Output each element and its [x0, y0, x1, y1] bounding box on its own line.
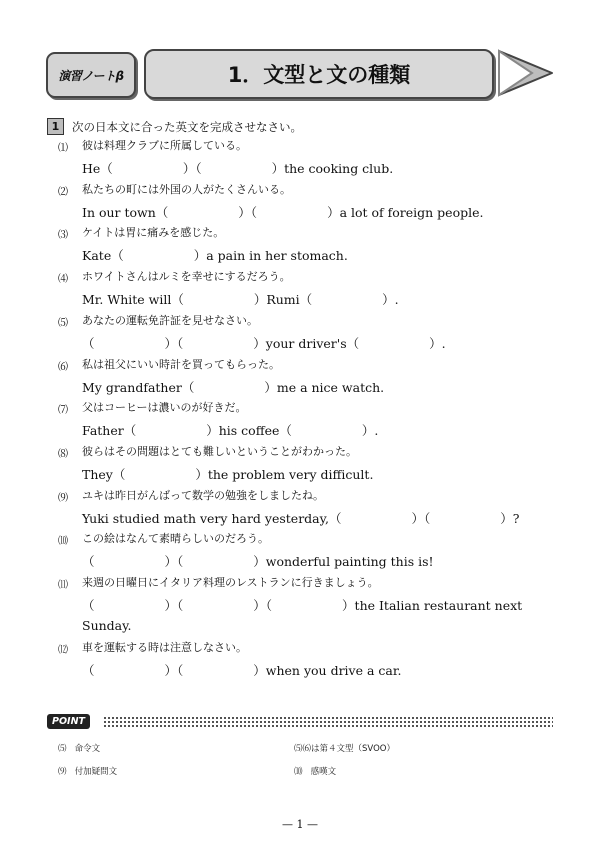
sentence-fragment: ）?: [500, 510, 520, 526]
point-note: ⑸ 命令文: [58, 744, 101, 754]
sentence-fragment: ）.: [361, 423, 379, 439]
question-number: ⑺: [58, 405, 68, 417]
question-number: ⑾: [58, 580, 68, 591]
japanese-sentence: ユキは昨日がんばって数学の勉強をしましたね。: [82, 488, 324, 502]
question-number: ⑼: [58, 492, 68, 504]
point-note: ⑼ 付加疑問文: [58, 767, 118, 777]
sentence-fragment: ）his coffee（: [206, 423, 292, 439]
sentence-fragment: ）（: [164, 335, 184, 351]
english-sentence-continued: Sunday.: [82, 618, 132, 633]
page-title: 1．文型と文の種類: [227, 63, 411, 87]
section-instruction: 次の日本文に合った英文を完成させなさい。: [72, 119, 302, 134]
sentence-fragment: （: [82, 335, 95, 351]
sentence-fragment: ）（: [182, 161, 202, 176]
sentence-fragment: My grandfather（: [82, 379, 195, 395]
sentence-fragment: ）the cooking club.: [271, 161, 394, 176]
japanese-sentence: 彼は料理クラブに所属している。: [82, 139, 247, 152]
section-number: 1: [47, 118, 64, 135]
sentence-fragment: He（: [82, 161, 113, 176]
question-number: ⑽: [58, 536, 68, 548]
sentence-fragment: Father（: [82, 423, 137, 439]
english-sentence: [82, 552, 434, 570]
sentence-fragment: They（: [82, 466, 126, 482]
sentence-fragment: ）your driver's（: [253, 335, 360, 351]
english-sentence: [82, 334, 446, 352]
lesson-tag-text: 演習ノートβ: [58, 68, 124, 83]
sentence-fragment: ）（: [253, 598, 273, 613]
japanese-sentence: 車を運転する時は注意しなさい。: [82, 640, 247, 654]
japanese-sentence: 私たちの町には外国の人がたくさんいる。: [82, 182, 291, 196]
english-sentence: [82, 159, 393, 177]
english-sentence: [82, 290, 399, 308]
question-number: ⑹: [58, 361, 68, 373]
question-number: ⑿: [58, 644, 68, 656]
english-sentence: [82, 203, 483, 221]
japanese-sentence: ケイトは胃に痛みを感じた。: [82, 226, 225, 240]
question-number: ⑴: [58, 143, 68, 154]
sentence-fragment: ）a lot of foreign people.: [327, 204, 484, 220]
point-label: POINT: [47, 714, 90, 729]
english-sentence: [82, 378, 384, 396]
sentence-fragment: ）wonderful painting this is!: [253, 554, 434, 570]
sentence-fragment: ）the Italian restaurant next: [342, 598, 523, 613]
point-divider: [103, 716, 553, 727]
sentence-fragment: ）the problem very difficult.: [195, 466, 374, 482]
page-title-box: [144, 49, 494, 99]
question-number: ⑻: [58, 448, 68, 460]
question-number: ⑶: [58, 230, 68, 242]
point-bar: [47, 712, 553, 732]
sentence-fragment: ）Rumi（: [253, 292, 313, 308]
section-heading: [47, 118, 302, 135]
sentence-fragment: In our town（: [82, 204, 169, 220]
sentence-fragment: ）when you drive a car.: [253, 662, 402, 678]
sentence-fragment: ）（: [164, 598, 184, 613]
sentence-fragment: ）.: [429, 335, 446, 351]
question-number: ⑷: [58, 274, 68, 286]
question-number: ⑵: [58, 186, 68, 198]
sentence-fragment: （: [82, 554, 95, 570]
sentence-fragment: Yuki studied math very hard yesterday,（: [82, 510, 342, 526]
sentence-fragment: ）（: [411, 510, 431, 526]
japanese-sentence: 父はコーヒーは濃いのが好きだ。: [82, 401, 247, 415]
sentence-fragment: ）（: [238, 204, 258, 220]
page-number: — 1 —: [282, 818, 318, 831]
japanese-sentence: 来週の日曜日にイタリア料理のレストランに行きましょう。: [82, 576, 379, 589]
english-sentence: [82, 661, 401, 679]
japanese-sentence: ホワイトさんはルミを幸せにするだろう。: [82, 270, 291, 284]
sentence-fragment: ）me a nice watch.: [264, 379, 385, 395]
lesson-tag: [46, 52, 136, 98]
english-sentence: [82, 509, 519, 527]
sentence-fragment: ）（: [164, 554, 184, 570]
point-note: ⑽ 感嘆文: [294, 767, 337, 777]
english-sentence: [82, 465, 373, 483]
sentence-fragment: ）a pain in her stomach.: [193, 248, 348, 264]
japanese-sentence: この絵はなんて素晴らしいのだろう。: [82, 532, 269, 546]
english-sentence: [82, 246, 348, 264]
point-note: ⑸⑹は第４文型（SVOO）: [294, 744, 395, 754]
sentence-fragment: Mr. White will（: [82, 292, 184, 308]
english-sentence: [82, 596, 522, 614]
sentence-fragment: ）（: [164, 662, 184, 678]
question-number: ⑸: [58, 317, 68, 329]
sentence-fragment: （: [82, 662, 95, 678]
japanese-sentence: 彼らはその問題はとても難しいということがわかった。: [82, 444, 357, 458]
sentence-fragment: ）.: [382, 292, 399, 308]
japanese-sentence: 私は祖父にいい時計を買ってもらった。: [82, 357, 280, 371]
sentence-fragment: Kate（: [82, 248, 124, 264]
right-arrow-icon: [496, 48, 556, 98]
japanese-sentence: あなたの運転免許証を見せなさい。: [82, 313, 258, 327]
sentence-fragment: （: [82, 598, 95, 613]
english-sentence: [82, 421, 378, 439]
